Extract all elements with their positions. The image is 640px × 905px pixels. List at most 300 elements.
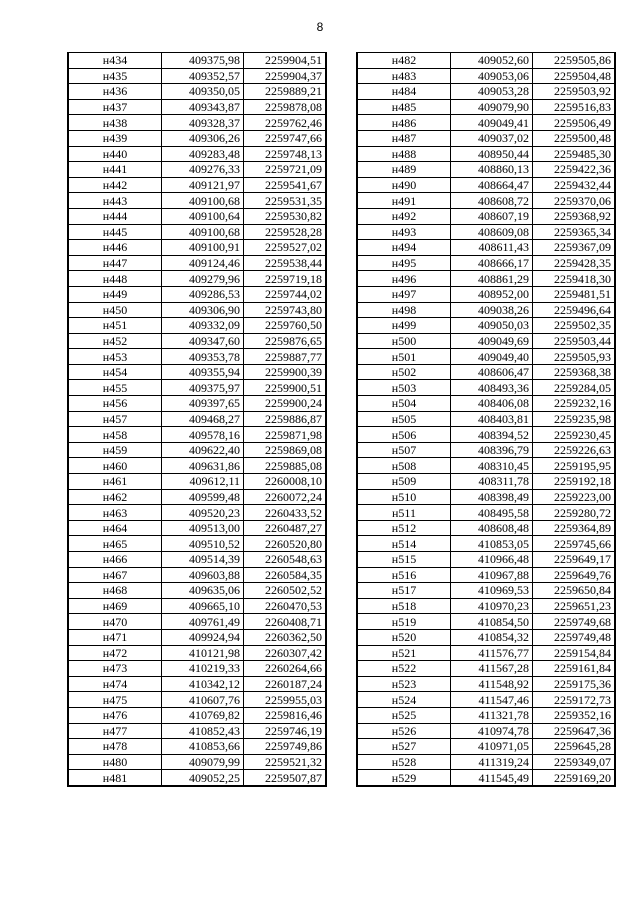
x-coordinate-cell: 409924,94 xyxy=(162,629,244,645)
x-coordinate-cell: 409053,06 xyxy=(451,68,533,84)
table-row xyxy=(357,614,615,630)
y-coordinate-cell: 2259235,98 xyxy=(533,411,616,427)
y-coordinate-cell: 2260520,80 xyxy=(244,536,327,552)
table-row xyxy=(68,333,326,349)
table-row xyxy=(357,286,615,302)
table-row xyxy=(357,474,615,490)
table-row xyxy=(68,458,326,474)
table-row xyxy=(357,380,615,396)
y-coordinate-cell: 2259432,44 xyxy=(533,177,616,193)
y-coordinate-cell: 2259226,63 xyxy=(533,442,616,458)
point-id-cell: н440 xyxy=(68,146,162,162)
x-coordinate-cell: 408310,45 xyxy=(451,458,533,474)
x-coordinate-cell: 410219,33 xyxy=(162,661,244,677)
y-coordinate-cell: 2259878,08 xyxy=(244,99,327,115)
point-id-cell: н510 xyxy=(357,489,451,505)
table-row xyxy=(68,770,326,786)
y-coordinate-cell: 2259649,17 xyxy=(533,552,616,568)
table-row xyxy=(357,53,615,69)
x-coordinate-cell: 411576,77 xyxy=(451,645,533,661)
table-row xyxy=(68,224,326,240)
x-coordinate-cell: 409622,40 xyxy=(162,442,244,458)
x-coordinate-cell: 410342,12 xyxy=(162,676,244,692)
y-coordinate-cell: 2259889,21 xyxy=(244,84,327,100)
x-coordinate-cell: 410974,78 xyxy=(451,723,533,739)
x-coordinate-cell: 408664,47 xyxy=(451,177,533,193)
x-coordinate-cell: 409049,40 xyxy=(451,349,533,365)
table-row xyxy=(357,723,615,739)
y-coordinate-cell: 2259955,03 xyxy=(244,692,327,708)
table-row xyxy=(357,458,615,474)
point-id-cell: н501 xyxy=(357,349,451,365)
table-row xyxy=(68,505,326,521)
point-id-cell: н474 xyxy=(68,676,162,692)
x-coordinate-cell: 410853,66 xyxy=(162,739,244,755)
table-row xyxy=(357,255,615,271)
table-row xyxy=(357,442,615,458)
y-coordinate-cell: 2259527,02 xyxy=(244,240,327,256)
x-coordinate-cell: 409306,26 xyxy=(162,130,244,146)
point-id-cell: н507 xyxy=(357,442,451,458)
x-coordinate-cell: 410607,76 xyxy=(162,692,244,708)
table-row xyxy=(68,68,326,84)
table-row xyxy=(357,567,615,583)
point-id-cell: н490 xyxy=(357,177,451,193)
y-coordinate-cell: 2259721,09 xyxy=(244,162,327,178)
y-coordinate-cell: 2260264,66 xyxy=(244,661,327,677)
x-coordinate-cell: 408394,52 xyxy=(451,427,533,443)
point-id-cell: н523 xyxy=(357,676,451,692)
y-coordinate-cell: 2259816,46 xyxy=(244,707,327,723)
table-row xyxy=(357,754,615,770)
table-row xyxy=(357,333,615,349)
x-coordinate-cell: 409079,90 xyxy=(451,99,533,115)
table-row xyxy=(68,692,326,708)
table-row xyxy=(357,396,615,412)
x-coordinate-cell: 409052,25 xyxy=(162,770,244,786)
point-id-cell: н525 xyxy=(357,707,451,723)
y-coordinate-cell: 2259505,93 xyxy=(533,349,616,365)
table-row xyxy=(357,240,615,256)
table-row xyxy=(357,224,615,240)
y-coordinate-cell: 2259172,73 xyxy=(533,692,616,708)
y-coordinate-cell: 2259161,84 xyxy=(533,661,616,677)
point-id-cell: н515 xyxy=(357,552,451,568)
point-id-cell: н526 xyxy=(357,723,451,739)
y-coordinate-cell: 2259531,35 xyxy=(244,193,327,209)
y-coordinate-cell: 2259541,67 xyxy=(244,177,327,193)
point-id-cell: н503 xyxy=(357,380,451,396)
table-row xyxy=(68,629,326,645)
x-coordinate-cell: 409603,88 xyxy=(162,567,244,583)
point-id-cell: н463 xyxy=(68,505,162,521)
x-coordinate-cell: 409375,97 xyxy=(162,380,244,396)
y-coordinate-cell: 2259871,98 xyxy=(244,427,327,443)
point-id-cell: н454 xyxy=(68,364,162,380)
x-coordinate-cell: 408950,44 xyxy=(451,146,533,162)
point-id-cell: н527 xyxy=(357,739,451,755)
y-coordinate-cell: 2259280,72 xyxy=(533,505,616,521)
table-row xyxy=(68,427,326,443)
x-coordinate-cell: 409514,39 xyxy=(162,552,244,568)
table-row xyxy=(68,474,326,490)
y-coordinate-cell: 2259749,48 xyxy=(533,629,616,645)
point-id-cell: н504 xyxy=(357,396,451,412)
table-row xyxy=(68,115,326,131)
x-coordinate-cell: 408493,36 xyxy=(451,380,533,396)
x-coordinate-cell: 408952,00 xyxy=(451,286,533,302)
y-coordinate-cell: 2259352,16 xyxy=(533,707,616,723)
x-coordinate-cell: 408860,13 xyxy=(451,162,533,178)
y-coordinate-cell: 2259528,28 xyxy=(244,224,327,240)
y-coordinate-cell: 2259530,82 xyxy=(244,208,327,224)
x-coordinate-cell: 408609,08 xyxy=(451,224,533,240)
x-coordinate-cell: 409050,03 xyxy=(451,318,533,334)
table-row xyxy=(68,536,326,552)
x-coordinate-cell: 408406,08 xyxy=(451,396,533,412)
x-coordinate-cell: 409353,78 xyxy=(162,349,244,365)
table-row xyxy=(68,130,326,146)
table-row xyxy=(357,115,615,131)
x-coordinate-cell: 409578,16 xyxy=(162,427,244,443)
point-id-cell: н435 xyxy=(68,68,162,84)
y-coordinate-cell: 2259368,38 xyxy=(533,364,616,380)
point-id-cell: н519 xyxy=(357,614,451,630)
x-coordinate-cell: 410854,50 xyxy=(451,614,533,630)
x-coordinate-cell: 409665,10 xyxy=(162,598,244,614)
point-id-cell: н520 xyxy=(357,629,451,645)
y-coordinate-cell: 2259645,28 xyxy=(533,739,616,755)
table-row xyxy=(357,489,615,505)
x-coordinate-cell: 409599,48 xyxy=(162,489,244,505)
x-coordinate-cell: 410853,05 xyxy=(451,536,533,552)
y-coordinate-cell: 2259900,51 xyxy=(244,380,327,396)
table-row xyxy=(357,645,615,661)
point-id-cell: н477 xyxy=(68,723,162,739)
point-id-cell: н472 xyxy=(68,645,162,661)
point-id-cell: н434 xyxy=(68,53,162,69)
table-row xyxy=(68,723,326,739)
table-row xyxy=(357,302,615,318)
table-row xyxy=(68,396,326,412)
coordinates-table-left xyxy=(67,52,327,787)
point-id-cell: н518 xyxy=(357,598,451,614)
table-row xyxy=(68,552,326,568)
table-row xyxy=(68,598,326,614)
table-row xyxy=(68,146,326,162)
y-coordinate-cell: 2259195,95 xyxy=(533,458,616,474)
x-coordinate-cell: 408398,49 xyxy=(451,489,533,505)
table-row xyxy=(357,770,615,786)
point-id-cell: н485 xyxy=(357,99,451,115)
y-coordinate-cell: 2259506,49 xyxy=(533,115,616,131)
y-coordinate-cell: 2259749,68 xyxy=(533,614,616,630)
table-row xyxy=(68,645,326,661)
point-id-cell: н456 xyxy=(68,396,162,412)
y-coordinate-cell: 2259745,66 xyxy=(533,536,616,552)
y-coordinate-cell: 2260362,50 xyxy=(244,629,327,645)
table-row xyxy=(357,193,615,209)
table-row xyxy=(68,583,326,599)
table-row xyxy=(357,583,615,599)
x-coordinate-cell: 411548,92 xyxy=(451,676,533,692)
point-id-cell: н436 xyxy=(68,84,162,100)
table-row xyxy=(357,552,615,568)
point-id-cell: н476 xyxy=(68,707,162,723)
point-id-cell: н495 xyxy=(357,255,451,271)
table-row xyxy=(357,505,615,521)
table-row xyxy=(357,162,615,178)
point-id-cell: н453 xyxy=(68,349,162,365)
y-coordinate-cell: 2260502,52 xyxy=(244,583,327,599)
point-id-cell: н516 xyxy=(357,567,451,583)
x-coordinate-cell: 409049,41 xyxy=(451,115,533,131)
y-coordinate-cell: 2260470,53 xyxy=(244,598,327,614)
y-coordinate-cell: 2259538,44 xyxy=(244,255,327,271)
x-coordinate-cell: 409350,05 xyxy=(162,84,244,100)
table-row xyxy=(68,661,326,677)
table-row xyxy=(357,177,615,193)
point-id-cell: н497 xyxy=(357,286,451,302)
x-coordinate-cell: 409631,86 xyxy=(162,458,244,474)
y-coordinate-cell: 2260008,10 xyxy=(244,474,327,490)
point-id-cell: н455 xyxy=(68,380,162,396)
x-coordinate-cell: 411545,49 xyxy=(451,770,533,786)
y-coordinate-cell: 2259175,36 xyxy=(533,676,616,692)
x-coordinate-cell: 409332,09 xyxy=(162,318,244,334)
y-coordinate-cell: 2259192,18 xyxy=(533,474,616,490)
point-id-cell: н483 xyxy=(357,68,451,84)
table-row xyxy=(357,739,615,755)
point-id-cell: н443 xyxy=(68,193,162,209)
x-coordinate-cell: 409635,06 xyxy=(162,583,244,599)
point-id-cell: н445 xyxy=(68,224,162,240)
x-coordinate-cell: 408666,17 xyxy=(451,255,533,271)
table-row xyxy=(357,68,615,84)
table-row xyxy=(68,255,326,271)
point-id-cell: н505 xyxy=(357,411,451,427)
point-id-cell: н486 xyxy=(357,115,451,131)
y-coordinate-cell: 2259500,48 xyxy=(533,130,616,146)
x-coordinate-cell: 410121,98 xyxy=(162,645,244,661)
table-row xyxy=(68,302,326,318)
y-coordinate-cell: 2259428,35 xyxy=(533,255,616,271)
point-id-cell: н488 xyxy=(357,146,451,162)
point-id-cell: н466 xyxy=(68,552,162,568)
y-coordinate-cell: 2259502,35 xyxy=(533,318,616,334)
y-coordinate-cell: 2260072,24 xyxy=(244,489,327,505)
y-coordinate-cell: 2260584,35 xyxy=(244,567,327,583)
y-coordinate-cell: 2259760,50 xyxy=(244,318,327,334)
y-coordinate-cell: 2259169,20 xyxy=(533,770,616,786)
point-id-cell: н508 xyxy=(357,458,451,474)
y-coordinate-cell: 2260433,52 xyxy=(244,505,327,521)
table-row xyxy=(68,364,326,380)
x-coordinate-cell: 409612,11 xyxy=(162,474,244,490)
coordinates-table-right xyxy=(356,52,616,787)
y-coordinate-cell: 2259719,18 xyxy=(244,271,327,287)
point-id-cell: н491 xyxy=(357,193,451,209)
page-number: 8 xyxy=(316,20,324,34)
x-coordinate-cell: 410854,32 xyxy=(451,629,533,645)
x-coordinate-cell: 408403,81 xyxy=(451,411,533,427)
x-coordinate-cell: 410970,23 xyxy=(451,598,533,614)
y-coordinate-cell: 2259749,86 xyxy=(244,739,327,755)
y-coordinate-cell: 2259900,39 xyxy=(244,364,327,380)
x-coordinate-cell: 410769,82 xyxy=(162,707,244,723)
table-row xyxy=(68,676,326,692)
table-row xyxy=(68,754,326,770)
point-id-cell: н512 xyxy=(357,520,451,536)
x-coordinate-cell: 408611,43 xyxy=(451,240,533,256)
y-coordinate-cell: 2259651,23 xyxy=(533,598,616,614)
point-id-cell: н462 xyxy=(68,489,162,505)
x-coordinate-cell: 411567,28 xyxy=(451,661,533,677)
x-coordinate-cell: 409347,60 xyxy=(162,333,244,349)
point-id-cell: н438 xyxy=(68,115,162,131)
table-row xyxy=(357,130,615,146)
point-id-cell: н448 xyxy=(68,271,162,287)
x-coordinate-cell: 409343,87 xyxy=(162,99,244,115)
y-coordinate-cell: 2259744,02 xyxy=(244,286,327,302)
table-row xyxy=(357,676,615,692)
y-coordinate-cell: 2259485,30 xyxy=(533,146,616,162)
point-id-cell: н498 xyxy=(357,302,451,318)
y-coordinate-cell: 2260307,42 xyxy=(244,645,327,661)
table-row xyxy=(68,286,326,302)
table-row xyxy=(357,208,615,224)
point-id-cell: н494 xyxy=(357,240,451,256)
table-row xyxy=(68,318,326,334)
point-id-cell: н450 xyxy=(68,302,162,318)
point-id-cell: н524 xyxy=(357,692,451,708)
table-row xyxy=(357,629,615,645)
y-coordinate-cell: 2259496,64 xyxy=(533,302,616,318)
point-id-cell: н522 xyxy=(357,661,451,677)
x-coordinate-cell: 409355,94 xyxy=(162,364,244,380)
x-coordinate-cell: 409079,99 xyxy=(162,754,244,770)
table-row xyxy=(68,380,326,396)
point-id-cell: н502 xyxy=(357,364,451,380)
table-row xyxy=(357,364,615,380)
y-coordinate-cell: 2259418,30 xyxy=(533,271,616,287)
y-coordinate-cell: 2259367,09 xyxy=(533,240,616,256)
point-id-cell: н465 xyxy=(68,536,162,552)
y-coordinate-cell: 2259364,89 xyxy=(533,520,616,536)
x-coordinate-cell: 409279,96 xyxy=(162,271,244,287)
point-id-cell: н471 xyxy=(68,629,162,645)
x-coordinate-cell: 409053,28 xyxy=(451,84,533,100)
x-coordinate-cell: 409049,69 xyxy=(451,333,533,349)
y-coordinate-cell: 2259504,48 xyxy=(533,68,616,84)
point-id-cell: н439 xyxy=(68,130,162,146)
table-row xyxy=(357,271,615,287)
point-id-cell: н492 xyxy=(357,208,451,224)
y-coordinate-cell: 2259507,87 xyxy=(244,770,327,786)
point-id-cell: н460 xyxy=(68,458,162,474)
y-coordinate-cell: 2260548,63 xyxy=(244,552,327,568)
table-row xyxy=(357,146,615,162)
y-coordinate-cell: 2259746,19 xyxy=(244,723,327,739)
y-coordinate-cell: 2259647,36 xyxy=(533,723,616,739)
x-coordinate-cell: 409510,52 xyxy=(162,536,244,552)
x-coordinate-cell: 408396,79 xyxy=(451,442,533,458)
x-coordinate-cell: 409037,02 xyxy=(451,130,533,146)
y-coordinate-cell: 2259154,84 xyxy=(533,645,616,661)
table-row xyxy=(68,240,326,256)
y-coordinate-cell: 2259223,00 xyxy=(533,489,616,505)
table-row xyxy=(68,489,326,505)
point-id-cell: н481 xyxy=(68,770,162,786)
y-coordinate-cell: 2259904,51 xyxy=(244,53,327,69)
y-coordinate-cell: 2259230,45 xyxy=(533,427,616,443)
table-row xyxy=(68,411,326,427)
y-coordinate-cell: 2259876,65 xyxy=(244,333,327,349)
x-coordinate-cell: 409100,64 xyxy=(162,208,244,224)
point-id-cell: н480 xyxy=(68,754,162,770)
table-row xyxy=(68,162,326,178)
x-coordinate-cell: 409100,91 xyxy=(162,240,244,256)
table-row xyxy=(357,598,615,614)
x-coordinate-cell: 409520,23 xyxy=(162,505,244,521)
y-coordinate-cell: 2259481,51 xyxy=(533,286,616,302)
x-coordinate-cell: 409468,27 xyxy=(162,411,244,427)
point-id-cell: н457 xyxy=(68,411,162,427)
y-coordinate-cell: 2259886,87 xyxy=(244,411,327,427)
table-row xyxy=(68,99,326,115)
point-id-cell: н452 xyxy=(68,333,162,349)
y-coordinate-cell: 2259503,92 xyxy=(533,84,616,100)
y-coordinate-cell: 2259521,32 xyxy=(244,754,327,770)
y-coordinate-cell: 2259422,36 xyxy=(533,162,616,178)
y-coordinate-cell: 2259650,84 xyxy=(533,583,616,599)
y-coordinate-cell: 2259365,34 xyxy=(533,224,616,240)
point-id-cell: н461 xyxy=(68,474,162,490)
x-coordinate-cell: 410852,43 xyxy=(162,723,244,739)
x-coordinate-cell: 411319,24 xyxy=(451,754,533,770)
x-coordinate-cell: 409397,65 xyxy=(162,396,244,412)
y-coordinate-cell: 2260487,27 xyxy=(244,520,327,536)
table-row xyxy=(357,427,615,443)
x-coordinate-cell: 409283,48 xyxy=(162,146,244,162)
y-coordinate-cell: 2259232,16 xyxy=(533,396,616,412)
y-coordinate-cell: 2259743,80 xyxy=(244,302,327,318)
table-row xyxy=(357,99,615,115)
point-id-cell: н529 xyxy=(357,770,451,786)
y-coordinate-cell: 2259762,46 xyxy=(244,115,327,131)
x-coordinate-cell: 409286,53 xyxy=(162,286,244,302)
x-coordinate-cell: 409124,46 xyxy=(162,255,244,271)
x-coordinate-cell: 409100,68 xyxy=(162,193,244,209)
x-coordinate-cell: 411321,78 xyxy=(451,707,533,723)
table-row xyxy=(68,707,326,723)
table-row xyxy=(357,318,615,334)
table-row xyxy=(68,520,326,536)
table-row xyxy=(68,567,326,583)
point-id-cell: н473 xyxy=(68,661,162,677)
y-coordinate-cell: 2259516,83 xyxy=(533,99,616,115)
point-id-cell: н447 xyxy=(68,255,162,271)
table-row xyxy=(68,614,326,630)
y-coordinate-cell: 2259904,37 xyxy=(244,68,327,84)
point-id-cell: н459 xyxy=(68,442,162,458)
x-coordinate-cell: 408608,72 xyxy=(451,193,533,209)
point-id-cell: н499 xyxy=(357,318,451,334)
x-coordinate-cell: 409328,37 xyxy=(162,115,244,131)
y-coordinate-cell: 2259885,08 xyxy=(244,458,327,474)
point-id-cell: н496 xyxy=(357,271,451,287)
point-id-cell: н484 xyxy=(357,84,451,100)
